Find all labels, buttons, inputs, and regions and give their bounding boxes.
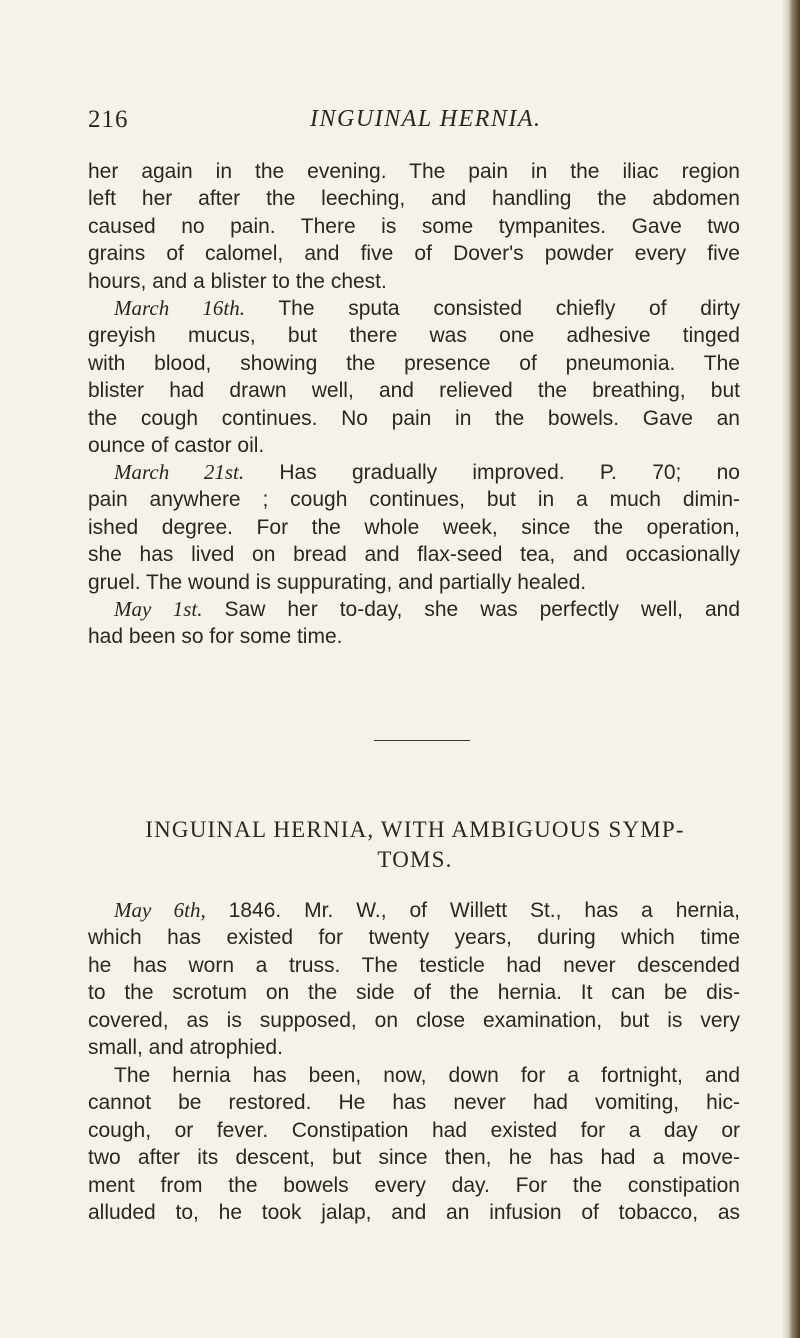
text-line: covered, as is supposed, on close examination, but is very [88,1008,740,1032]
text-line: with blood, showing the presence of pneumonia. The [88,351,740,375]
text-line: greyish mucus, but there was one adhesive tinged [88,324,740,348]
text-line [88,897,740,924]
text-line: had been so for some time. [88,625,343,649]
text-fragment: The sputa consisted chiefly of dirty [278,297,740,320]
running-head: INGUINAL HERNIA. [310,106,542,132]
text-line: to the scrotum on the side of the hernia. It can be dis- [88,981,740,1005]
text-line: cough, or fever. Constipation had existed for a day or [88,1118,740,1142]
text-line: pain anywhere ; cough continues, but in a much dimin- [88,488,740,512]
paragraph-march-16 [88,295,740,459]
paragraph-may-1 [88,596,740,651]
section-divider [374,740,470,741]
page-edge [782,0,800,1338]
text-line [88,596,740,623]
text-line: her again in the evening. The pain in the iliac region [88,160,740,183]
text-line: small, and atrophied. [88,1036,283,1060]
section-title [90,815,740,875]
text-line: he has worn a truss. The testicle had never descended [88,953,740,977]
text-line: two after its descent, but since then, he has had a move- [88,1146,740,1170]
text-line: hours, and a blister to the chest. [88,269,387,293]
text-line: the cough continues. No pain in the bowels. Gave an [88,406,740,430]
dateline: May 6th, [114,898,206,922]
page-header [88,106,748,146]
text-line: left her after the leeching, and handling the abdomen [88,187,740,211]
text-fragment: Has gradually improved. P. 70; no [279,461,740,484]
text-line [88,295,740,322]
text-line: cannot be restored. He has never had vomiting, hic- [88,1091,740,1115]
text-line: ished degree. For the whole week, since the operation, [88,515,740,539]
text-line: blister had drawn well, and relieved the breathing, but [88,379,740,403]
text-line: alluded to, he took jalap, and an infusion of tobacco, as [88,1201,740,1225]
page-number: 216 [88,106,129,133]
section-title-line: TOMS. [377,847,453,872]
text-line: she has lived on bread and flax-seed tea, and occasionally [88,543,740,567]
text-fragment: 1846. Mr. W., of Willett St., has a hernia, [228,899,740,922]
text-line: ounce of castor oil. [88,434,265,458]
dateline: May 1st. [114,597,203,621]
text-line: which has existed for twenty years, during which time [88,926,740,950]
text-line: caused no pain. There is some tympanites. Gave two [88,214,740,238]
paragraph-march-21 [88,459,740,596]
text-line: The hernia has been, now, down for a fortnight, and [114,1064,740,1087]
paragraph-hernia-status [88,1062,740,1226]
text-fragment: Saw her to-day, she was perfectly well, and [224,598,740,621]
dateline: March 16th. [114,296,245,320]
section-title-line: INGUINAL HERNIA, WITH AMBIGUOUS SYMP- [145,817,685,842]
dateline: March 21st. [114,460,245,484]
text-line [88,459,740,486]
text-line: ment from the bowels every day. For the constipation [88,1173,740,1197]
text-line: gruel. The wound is suppurating, and partially healed. [88,570,587,594]
paragraph-may-6 [88,897,740,1061]
text-line: grains of calomel, and five of Dover's powder every five [88,242,740,266]
paragraph-continuation [88,158,740,295]
